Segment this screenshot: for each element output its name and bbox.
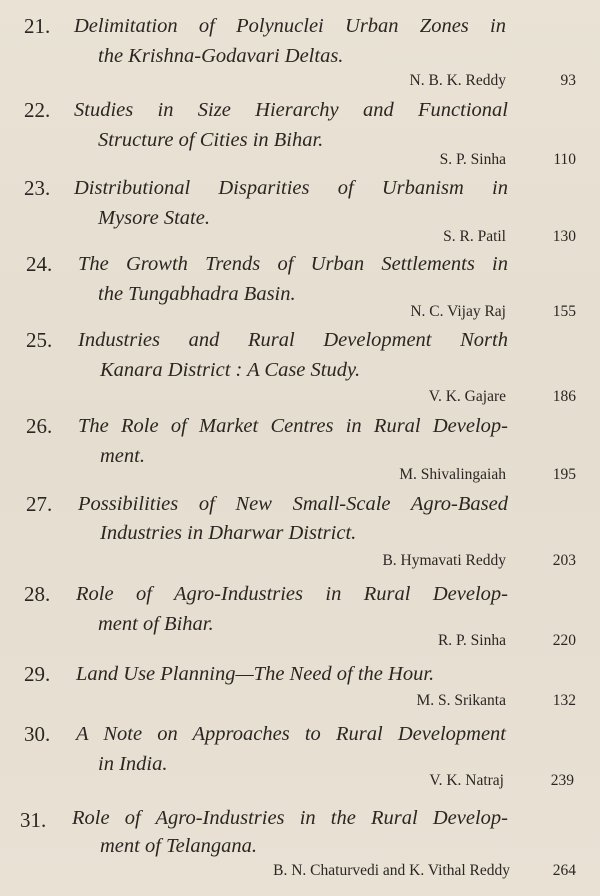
- entry-page-number: 195: [552, 466, 576, 483]
- entry-page-number: 264: [552, 862, 576, 879]
- entry-title-line-2: ment of Telangana.: [100, 835, 257, 857]
- entry-title-line-1: Role of Agro-Industries in the Rural Develop-: [72, 807, 508, 829]
- entry-title-line-2: Industries in Dharwar District.: [100, 522, 357, 544]
- entry-number: 31.: [20, 808, 47, 832]
- entry-title-line-2: ment.: [100, 445, 145, 467]
- entry-page-number: 239: [550, 772, 574, 789]
- entry-number: 28.: [24, 582, 51, 606]
- entry-author: R. P. Sinha: [437, 632, 506, 649]
- entry-page-number: 132: [552, 692, 576, 709]
- entry-author: N. B. K. Reddy: [409, 72, 506, 89]
- entry-author: B. N. Chaturvedi and K. Vithal Reddy: [273, 862, 510, 879]
- entry-page-number: 155: [552, 303, 576, 320]
- entry-author: V. K. Natraj: [429, 772, 504, 789]
- entry-author: M. Shivalingaiah: [399, 466, 506, 483]
- entry-title-line-2: in India.: [98, 753, 168, 775]
- entry-title-line-2: ment of Bihar.: [98, 613, 214, 635]
- entry-title-line-1: Delimitation of Polynuclei Urban Zones in: [74, 15, 506, 37]
- entry-page-number: 203: [552, 552, 576, 569]
- entry-title-line-2: the Tungabhadra Basin.: [98, 283, 296, 305]
- entry-title-line-1: Possibilities of New Small-Scale Agro-Based: [78, 493, 508, 515]
- entry-title-line-2: Structure of Cities in Bihar.: [98, 129, 324, 151]
- entry-page-number: 220: [552, 632, 576, 649]
- entry-author: V. K. Gajare: [428, 388, 506, 405]
- entry-number: 26.: [26, 414, 53, 438]
- entry-page-number: 130: [552, 228, 576, 245]
- entry-title-line-1: Distributional Disparities of Urbanism in: [74, 177, 508, 199]
- entry-title-line-1: The Role of Market Centres in Rural Develop-: [78, 415, 508, 437]
- entry-title-line-1: Industries and Rural Development North: [78, 329, 508, 351]
- entry-title-line-2: the Krishna-Godavari Deltas.: [98, 45, 344, 67]
- entry-number: 21.: [24, 14, 51, 38]
- entry-title-line-2: Kanara District : A Case Study.: [100, 359, 361, 381]
- entry-number: 24.: [26, 252, 53, 276]
- entry-number: 22.: [24, 98, 51, 122]
- entry-page-number: 186: [552, 388, 576, 405]
- entry-author: B. Hymavati Reddy: [382, 552, 506, 569]
- entry-author: M. S. Srikanta: [416, 692, 506, 709]
- entry-number: 27.: [26, 492, 53, 516]
- entry-number: 23.: [24, 176, 51, 200]
- entry-number: 30.: [24, 722, 51, 746]
- entry-number: 25.: [26, 328, 53, 352]
- entry-title-line-1: Studies in Size Hierarchy and Functional: [74, 99, 508, 121]
- entry-title-line-2: Mysore State.: [98, 207, 210, 229]
- entry-title-line-1: Role of Agro-Industries in Rural Develop-: [76, 583, 508, 605]
- entry-author: N. C. Vijay Raj: [410, 303, 506, 320]
- entry-number: 29.: [24, 662, 51, 686]
- entry-title-line-1: A Note on Approaches to Rural Development: [76, 723, 506, 745]
- entry-title-line-1: The Growth Trends of Urban Settlements in: [78, 253, 508, 275]
- entry-title-line-1: Land Use Planning—The Need of the Hour.: [76, 663, 435, 685]
- entry-page-number: 110: [553, 151, 576, 168]
- entry-page-number: 93: [560, 72, 576, 89]
- entry-author: S. P. Sinha: [439, 151, 506, 168]
- entry-author: S. R. Patil: [443, 228, 506, 245]
